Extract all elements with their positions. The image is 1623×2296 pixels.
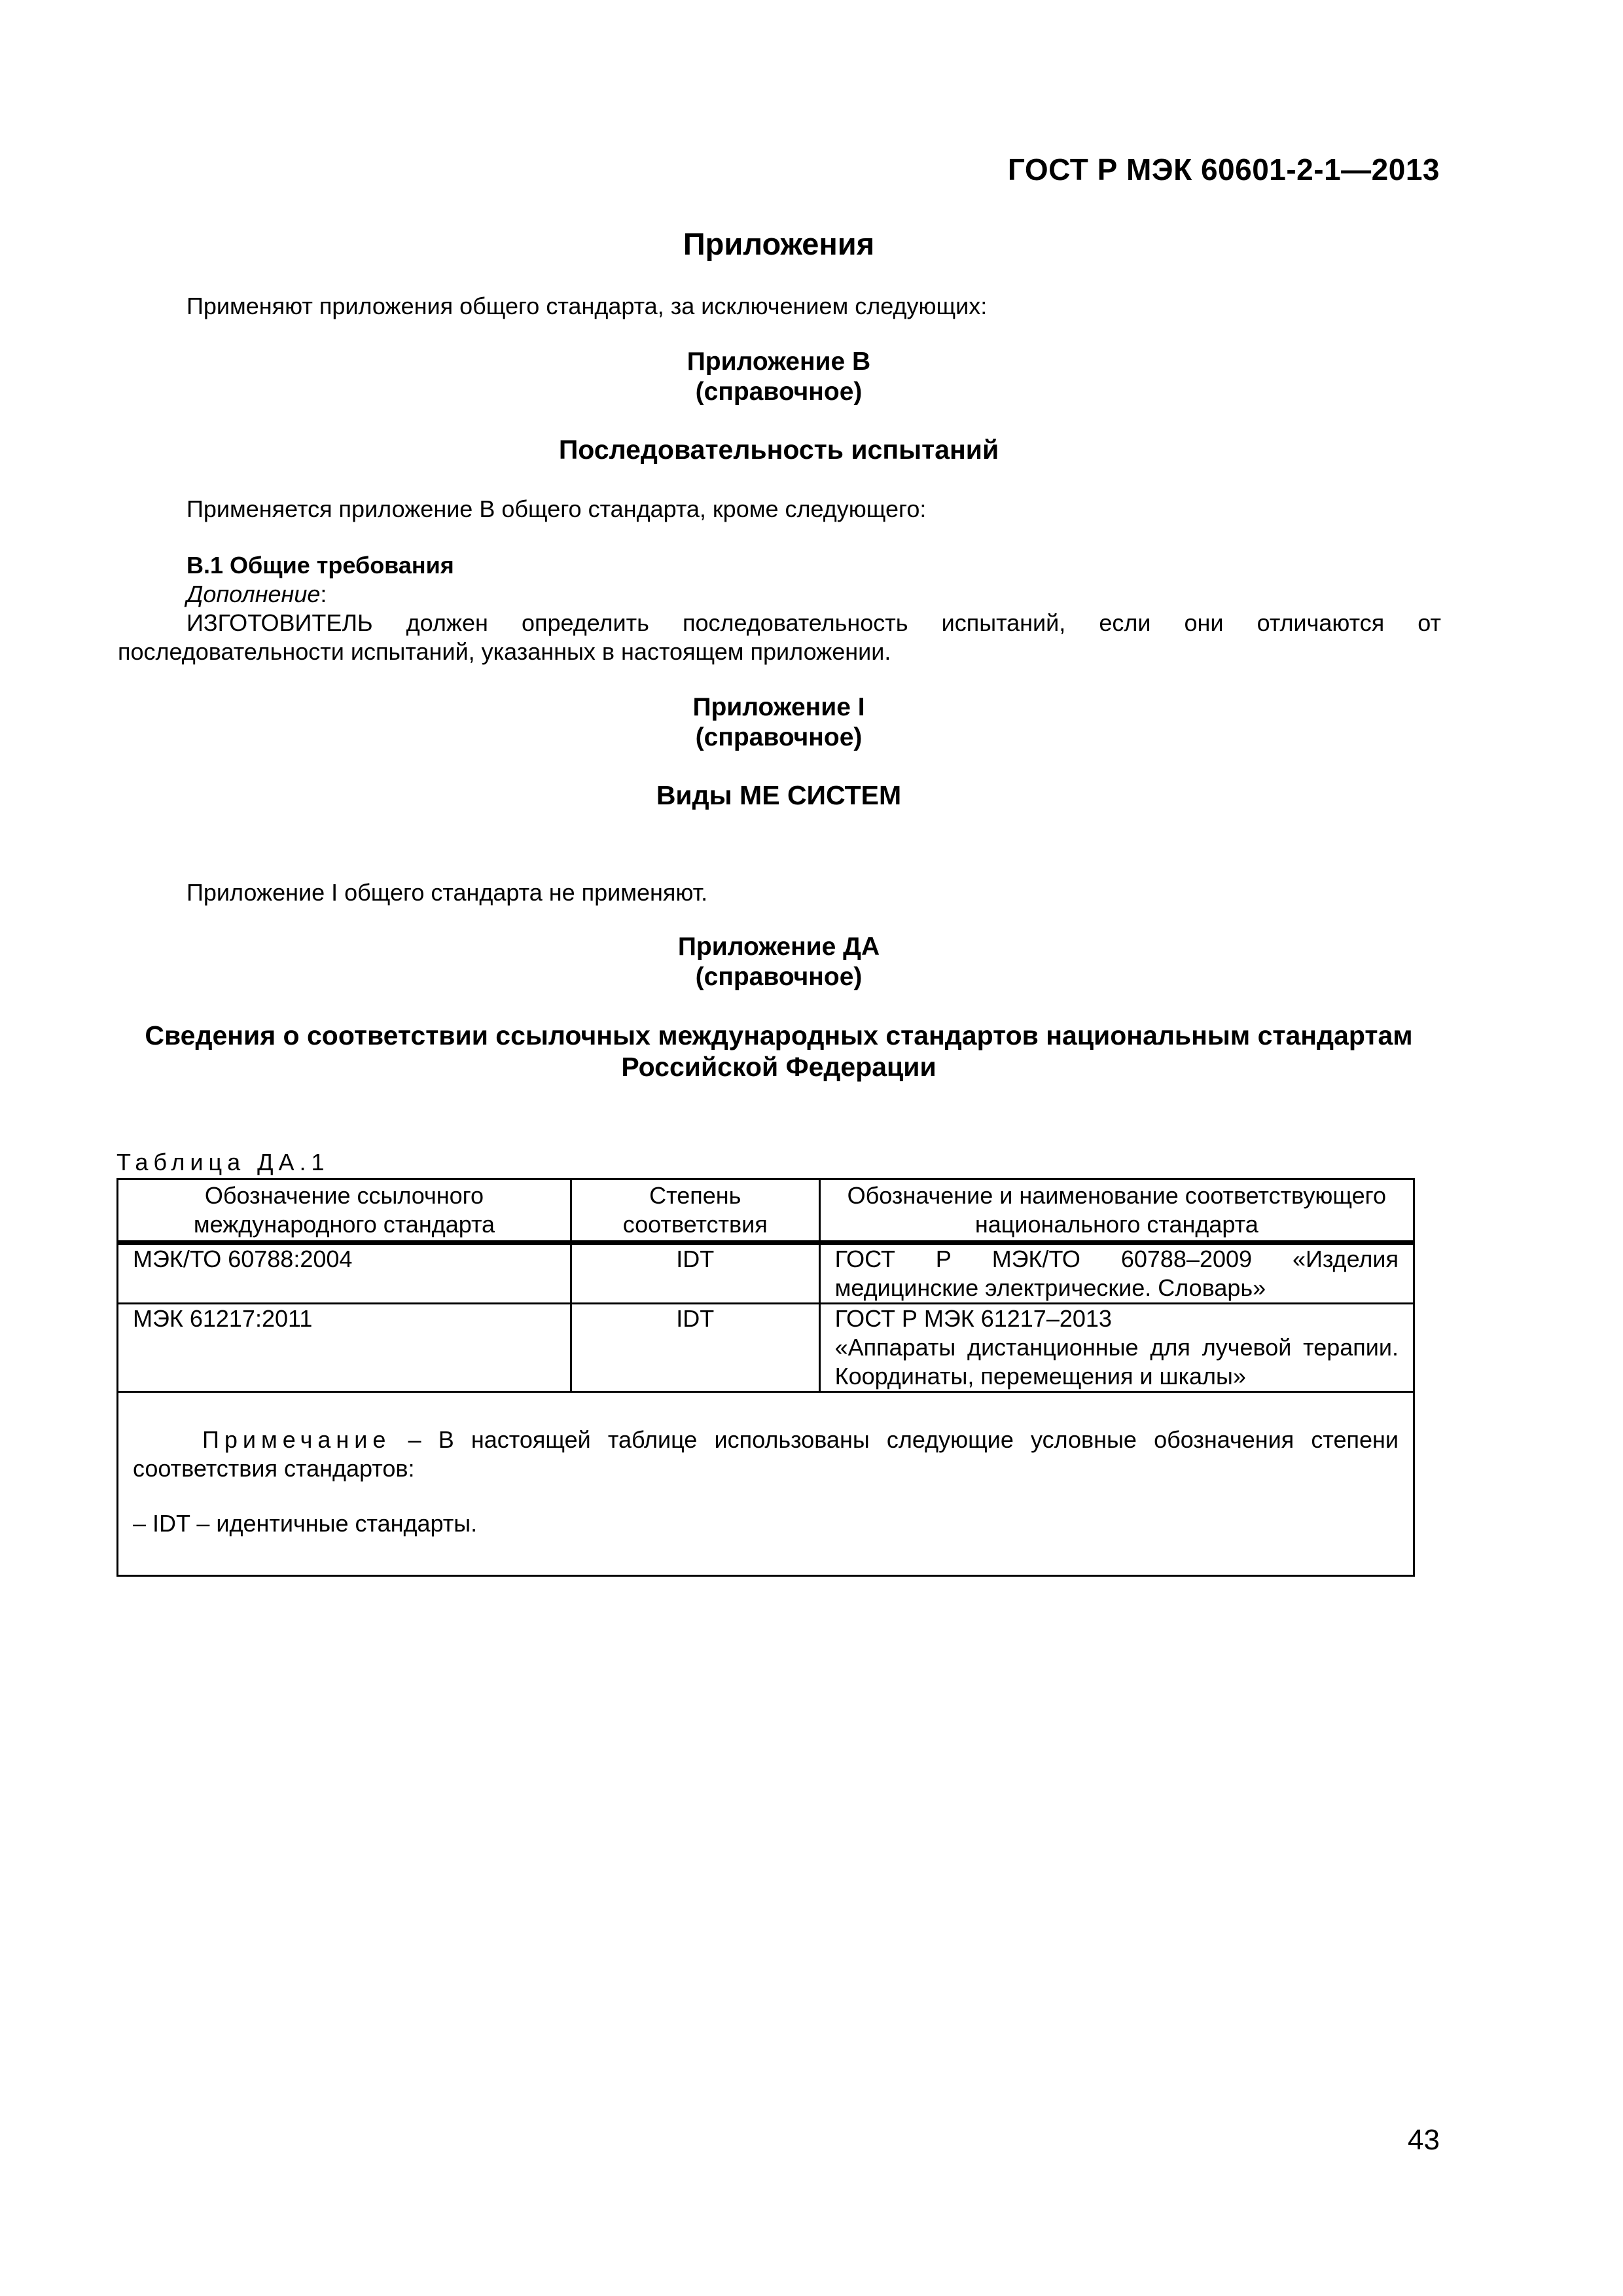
section-title: Приложения (683, 226, 875, 261)
header-degree: Степень соответствия (571, 1179, 819, 1243)
cell-national-line1: ГОСТ Р МЭК 61217–2013 (834, 1305, 1112, 1332)
note-body: – В настоящей таблице использованы следующие условные обозначения степени соответствия стандартов: (133, 1426, 1399, 1482)
table-row (118, 1304, 1414, 1392)
addition-colon: : (320, 581, 327, 607)
document-code: ГОСТ Р МЭК 60601-2-1—2013 (1007, 152, 1440, 187)
cell-ref: МЭК/ТО 60788:2004 (118, 1243, 571, 1304)
table-header-row (118, 1179, 1414, 1243)
header-national-standard: Обозначение и наименование соответствующего национального стандарта (819, 1179, 1414, 1243)
table-note (118, 1392, 1414, 1576)
standards-table (116, 1178, 1415, 1577)
clause-b1-title: В.1 Общие требования (187, 552, 454, 579)
intro-text: Применяют приложения общего стандарта, за исключением следующих: (187, 293, 988, 319)
note-label: Примечание (202, 1426, 391, 1453)
annex-da-status: (справочное) (695, 963, 863, 991)
cell-national (819, 1304, 1414, 1392)
cell-degree: IDT (571, 1304, 819, 1392)
annex-i-title: Приложение I (692, 693, 865, 721)
page-number: 43 (1408, 2124, 1440, 2156)
annex-i-heading: Виды МЕ СИСТЕМ (656, 780, 902, 810)
addition-label-text: Дополнение (187, 581, 321, 607)
table-row (118, 1243, 1414, 1304)
annex-da-heading-line2: Российской Федерации (621, 1052, 936, 1082)
cell-national-line2: «Аппараты дистанционные для лучевой терапии. Координаты, перемещения и шкалы» (834, 1334, 1399, 1390)
cell-degree: IDT (571, 1243, 819, 1304)
clause-b1-para-line2: последовательности испытаний, указанных в настоящем приложении. (118, 638, 891, 665)
annex-b-heading: Последовательность испытаний (558, 435, 999, 465)
annex-b-intro: Применяется приложение В общего стандарта, кроме следующего: (187, 495, 927, 522)
table-caption: Таблица ДА.1 (116, 1149, 330, 1175)
clause-b1-para-line1: ИЗГОТОВИТЕЛЬ должен определить последовательность испытаний, если они отличаются от (187, 609, 1441, 636)
annex-da-heading (118, 1020, 1440, 1083)
addition-label (187, 580, 327, 609)
header-ref-standard: Обозначение ссылочного международного стандарта (118, 1179, 571, 1243)
annex-i-text: Приложение I общего стандарта не применяют. (187, 879, 708, 906)
annex-b-status: (справочное) (695, 378, 863, 406)
annex-i-status: (справочное) (695, 723, 863, 751)
note-text (133, 1426, 1399, 1483)
note-item: – IDT – идентичные стандарты. (133, 1510, 478, 1537)
annex-da-title: Приложение ДА (677, 933, 880, 961)
annex-b-title: Приложение В (687, 348, 871, 376)
table-note-row (118, 1392, 1414, 1576)
cell-ref: МЭК 61217:2011 (118, 1304, 571, 1392)
annex-da-heading-line1: Сведения о соответствии ссылочных международных стандартов национальным стандартам (145, 1020, 1413, 1050)
cell-national: ГОСТ Р МЭК/ТО 60788–2009 «Изделия медицинские электрические. Словарь» (819, 1243, 1414, 1304)
